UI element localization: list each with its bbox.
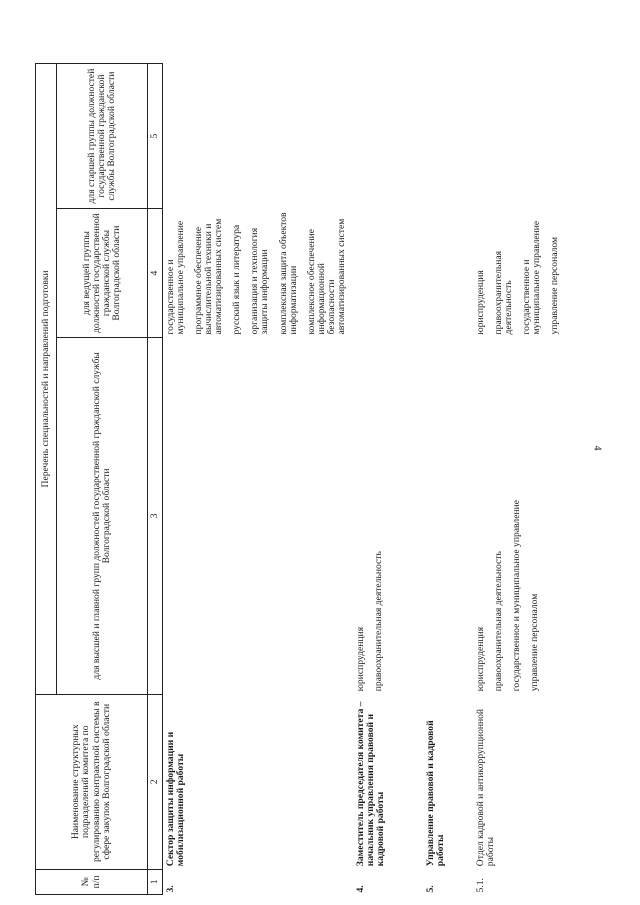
index-cell: 2 (148, 694, 163, 869)
leading-group-specialties (163, 209, 353, 338)
index-cell: 4 (148, 209, 163, 338)
specialty: русский язык и литература (231, 224, 243, 335)
rotated-sheet (35, 35, 585, 895)
specialty: правоохранительная деятельность (372, 551, 384, 692)
specialty: комплексная защита объектов информатизации (277, 212, 299, 335)
higher-group-specialties (163, 338, 353, 695)
division-name: Заместитель председателя комитета – начальник управления правовой и кадровой работы (354, 701, 386, 867)
specialty: правоохранительная деятельность (492, 250, 514, 335)
specialty: юриспруденция (474, 626, 486, 692)
table-row (423, 64, 473, 895)
senior-group-specialties (353, 64, 423, 209)
leading-group-specialties (473, 209, 583, 338)
row-number: 3. (165, 885, 176, 893)
higher-group-specialties (473, 338, 583, 695)
specialties-table (35, 63, 583, 895)
specialty: государственное и муниципальное управление (511, 500, 522, 692)
table-row (353, 64, 423, 895)
specialty: программное обеспечение вычислительной техники и автоматизированных систем (193, 218, 225, 335)
specialty: государственное и муниципальное управление (521, 220, 543, 335)
header-specialties-group: Перечень специальностей и направлений подготовки (36, 64, 57, 695)
leading-group-specialties (353, 209, 423, 338)
senior-group-specialties (163, 64, 353, 209)
division-name: Отдел кадровой и антикоррупционной работы (474, 708, 496, 867)
row-number: 5.1. (474, 878, 486, 893)
senior-group-specialties (423, 64, 473, 209)
specialty: комплексное обеспечение информационной безопасности автоматизированных систем (305, 218, 347, 335)
page-number: 4 (591, 445, 603, 451)
table-row (473, 64, 583, 895)
specialty: правоохранительная деятельность (492, 551, 504, 692)
specialty: юриспруденция (474, 270, 486, 335)
header-division-name: Наименование структурных подразделений комитета по регулированию контрактной системы в сфере закупок Волгоградской области (36, 694, 148, 869)
specialty: организация и технология защиты информации (249, 227, 271, 335)
division-name: Управление правовой и кадровой работы (424, 720, 446, 867)
row-number: 4. (354, 885, 366, 893)
header-leading-group: для ведущей группы должностей государственной гражданской службы Волгоградской области (57, 209, 148, 338)
specialty: управление персоналом (549, 236, 561, 335)
higher-group-specialties (353, 338, 423, 695)
division-name: Сектор защиты информации и мобилизационной работы (165, 731, 187, 867)
index-cell: 5 (148, 64, 163, 209)
specialty: управление персоналом (529, 593, 541, 692)
specialty: юриспруденция (354, 626, 366, 692)
senior-group-specialties (473, 64, 583, 209)
header-higher-main-group: для высшей и главной групп должностей государственной гражданской службы Волгоградской области (57, 338, 148, 695)
higher-group-specialties (423, 338, 473, 695)
header-senior-group: для старшей группы должностей государственной гражданской службы Волгоградской области (57, 64, 148, 209)
index-cell: 3 (148, 338, 163, 695)
row-number: 5. (424, 885, 436, 893)
header-number: № п/п (36, 869, 148, 894)
table-row (163, 64, 353, 895)
index-cell: 1 (148, 869, 163, 894)
leading-group-specialties (423, 209, 473, 338)
specialty: государственное и муниципальное управление (165, 220, 187, 335)
